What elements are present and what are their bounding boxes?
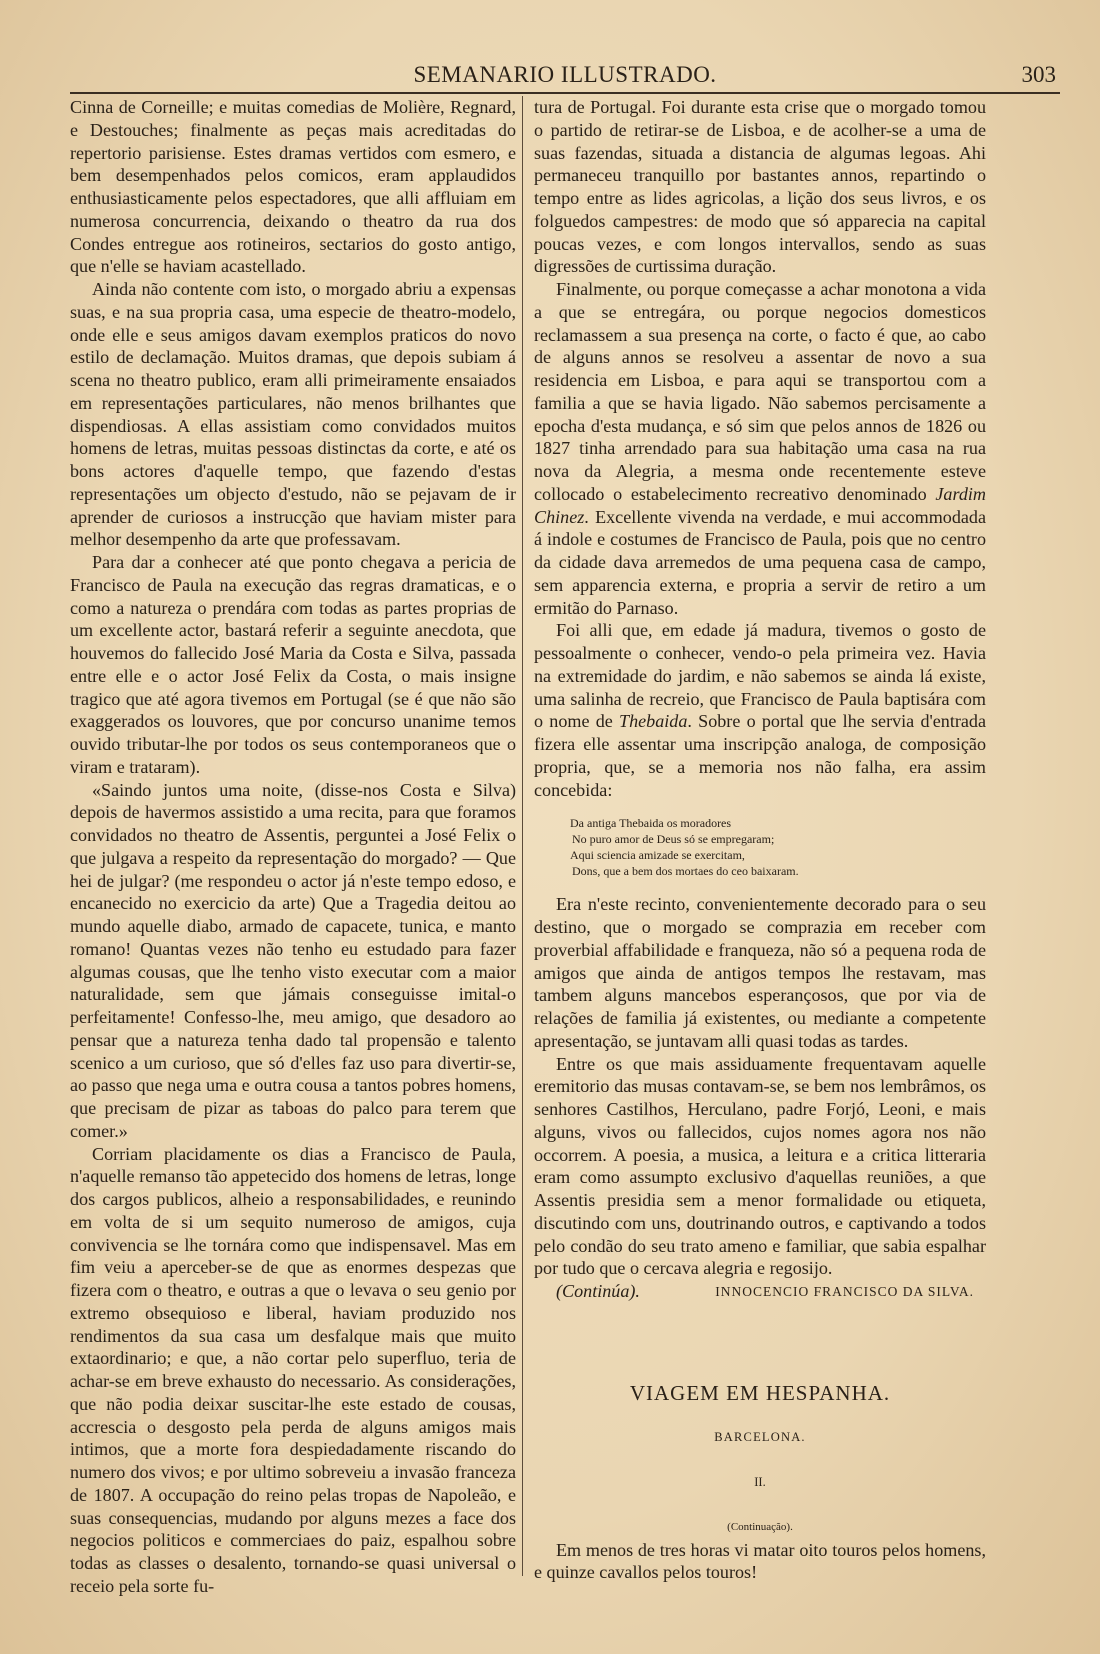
page-header bbox=[70, 58, 1060, 94]
paragraph: Entre os que mais assiduamente frequentavam aquelle eremitorio das musas contavam-se, se bem nos lembrâmos, os senhores Castilhos, Herculano, padre Forjó, Leoni, e mais alguns, vivos ou fallecidos, cujos nomes agora nos não occorrem. A poesia, a musica, a leitura e a critica litteraria eram como assumpto exclusivo d'aquellas reuniões, a que Assentis presidia sem a menor formalidade ou etiqueta, discutindo com uns, doutrinando outros, e captivando a todos pelo condão do seu trato ameno e familiar, que sabia espalhar por tudo que o cercava alegria e regosijo. bbox=[534, 1053, 986, 1279]
paragraph: Ainda não contente com isto, o morgado abriu a expensas suas, e na sua propria casa, uma especie de theatro-modelo, onde elle e seus amigos davam exemplos praticos do novo estilo de declamação. Muitos dramas, que depois subiam á scena no theatro publico, eram alli primeiramente ensaiados em representações particulares, não menos brilhantes que dispendiosas. A ellas assistiam como convidados muitos homens de letras, muitas pessoas distinctas da corte, e até os bons actores d'aquelle tempo, que fazendo d'estas representações um objecto d'estudo, não se pejavam de ir aprender de curiosos a instrucção que haviam mister para melhor desempenho da arte que professavam. bbox=[70, 279, 516, 550]
paragraph: «Saindo juntos uma noite, (disse-nos Costa e Silva) depois de havermos assistido a uma recita, para que foramos convidados no theatro de Assentis, perguntei a José Felix o que julgava a respeito da representação do morgado? — Que hei de julgar? (me respondeu o actor já n'este tempo edoso, e encanecido no exercicio da arte) Que a Tragedia deitou ao mundo aquelle diabo, armado de capacete, tunica, e manto romano! Quantas vezes não tenho eu estudado para fazer algumas cousas, que lhe tenho visto executar com a maior naturalidade, sem que jámais conseguisse imital-o perfeitamente! Confesso-lhe, meu amigo, que desadoro ao pensar que a natureza tenha dado tal propensão e talento scenico a um curioso, que só d'elles faz uso para divertir-se, ao passo que nega uma e outra cousa a tantos pobres homens, que precisam de pizar as taboas do palco para terem que comer.» bbox=[70, 779, 516, 1141]
paragraph-text: Foi alli que, em edade já madura, tivemos o gosto de pessoalmente o conhecer, vendo-o pela primeira vez. Havia na extremidade do jardim, e não sabemos se ainda lá existe, uma salinha de recreio, que Francisco de Paula baptisára com o nome de bbox=[534, 620, 986, 732]
italic-place-name: Jardim Chinez bbox=[534, 483, 986, 527]
paragraph-text: . Excellente vivenda na verdade, e mui accommodada á indole e costumes de Francisco de Paula, pois que no centro da cidade dava arremedos de uma pequena casa de campo, sem apparencia externa, e propria a servir de retiro a um ermitão do Parnaso. bbox=[534, 506, 986, 618]
column-divider bbox=[522, 96, 523, 1576]
poem-line: Da antiga Thebaida os moradores bbox=[570, 816, 732, 831]
continuation-note: (Continuação). bbox=[727, 1520, 793, 1533]
paragraph: Corriam placidamente os dias a Francisco de Paula, n'aquelle remanso tão appetecido dos homens de letras, longe dos cargos publicos, alheio a responsabilidades, e reunindo em volta de si um sequito numeroso de amigos, cuja convivencia se lhe tornára como que indispensavel. Mas em fim veiu a aperceber-se de que as enormes despezas que fizera com o theatro, e outras a que o levava o seu genio por extremo obsequioso e liberal, haviam produzido nos rendimentos da sua casa um desfalque mais que muito extaordinario; e que, a não cortar pelo superfluo, teria de achar-se em breve exhausto do necessario. As considerações, que não podia deixar suscitar-lhe este estado de cousas, accrescia o desgosto pela perda de alguns amigos mais intimos, que a morte fora despiedadamente riscando do numero dos vivos; e por ultimo sobreveiu a invasão franceza de 1807. A occupação do reino pelas tropas de Napoleão, e suas consequencias, mudando por alguns mezes a face dos negocios politicos e commerciaes do paiz, espalhou sobre todas as classes o desalento, tornando-se quasi universal o receio pela sorte fu- bbox=[70, 1143, 516, 1596]
page-number: 303 bbox=[1021, 62, 1056, 87]
poem-line: Aqui sciencia amizade se exercitam, bbox=[570, 848, 745, 863]
paragraph bbox=[534, 278, 986, 619]
left-column bbox=[70, 96, 516, 1598]
paragraph: Para dar a conhecer até que ponto chegava a pericia de Francisco de Paula na execução das regras dramaticas, e o como a natureza o prendára com todas as partes proprias de um excellente actor, bastará referir a seguinte anecdota, que houvemos do fallecido José Maria da Costa e Silva, passada entre elle e o actor José Felix da Costa, o mais insigne tragico que até agora tivemos em Portugal (se é que não são exaggerados os louvores, que por concurso unanime temos ouvido tributar-lhe por todos os seus contemporaneos que o viram e trataram). bbox=[70, 552, 516, 777]
continua-note: (Continúa). bbox=[556, 1281, 640, 1301]
paragraph bbox=[534, 619, 986, 801]
paragraph: Em menos de tres horas vi matar oito touros pelos homens, e quinze cavallos pelos touros! bbox=[534, 1539, 986, 1583]
section-title: VIAGEM EM HESPANHA. bbox=[629, 1380, 891, 1405]
paragraph-text: . Sobre o portal que lhe servia d'entrada fizera elle assentar uma inscripção analoga, de composição propria, que, se a memoria nos não falha, era assim concebida: bbox=[534, 711, 986, 800]
right-column bbox=[534, 96, 986, 1584]
section-subtitle: BARCELONA. bbox=[714, 1430, 806, 1445]
running-head: SEMANARIO ILLUSTRADO. bbox=[413, 62, 717, 87]
italic-place-name: Thebaida bbox=[619, 711, 688, 732]
paragraph-text: Finalmente, ou porque começasse a achar monotona a vida a que se entregára, ou porque negocios domesticos reclamassem a sua presença na corte, o facto é que, ao cabo de alguns annos se resolveu a assentar de novo a sua residencia em Lisboa, e para aqui se transportou com a familia a que se havia ligado. Não sabemos percisamente a epocha d'esta mudança, e só sim que pelos annos de 1826 ou 1827 tinha arrendado para sua habitação uma casa na rua nova da Alegria, a mesma onde recentemente esteve collocado o estabelecimento recreativo denominado bbox=[534, 279, 986, 504]
paragraph: tura de Portugal. Foi durante esta crise que o morgado tomou o partido de retirar-se de Lisboa, e de acolher-se a uma de suas fazendas, situada a distancia de algumas legoas. Ahi permaneceu tranquillo por bastantes annos, repartindo o tempo entre as lides agricolas, a lição dos seus livros, e os folguedos campestres: de modo que só apparecia na capital poucas vezes, e com longos intervallos, sendo as suas digressões de curtissima duração. bbox=[534, 97, 986, 277]
paragraph: Cinna de Corneille; e muitas comedias de Molière, Regnard, e Destouches; finalmente as peças mais acreditadas do repertorio parisiense. Estes dramas vertidos com esmero, e bem desempenhados pelos comicos, eram applaudidos enthusiasticamente pelos espectadores, que alli affluiam em numerosa concurrencia, deixando o theatro da rua dos Condes entregue aos rotineiros, sectarios do gosto antigo, que n'elle se haviam acastellado. bbox=[70, 97, 516, 277]
author-signature: INNOCENCIO FRANCISCO DA SILVA. bbox=[715, 1283, 974, 1299]
section-number: II. bbox=[754, 1475, 766, 1489]
poem-line: Dons, que a bem dos mortaes do ceo baixaram. bbox=[572, 864, 799, 879]
poem-line: No puro amor de Deus só se empregaram; bbox=[572, 832, 775, 847]
paragraph: Era n'este recinto, convenientemente decorado para o seu destino, que o morgado se comprazia em receber com proverbial affabilidade e franqueza, não só a pequena roda de amigos que ainda de antigos tempos lhe restavam, mas tambem alguns mancebos esperançosos, que por via de relações de familia já existentes, ou mediante a competente apresentação, se juntavam alli quasi todas as tardes. bbox=[534, 894, 986, 1051]
inscription-poem bbox=[570, 815, 986, 879]
